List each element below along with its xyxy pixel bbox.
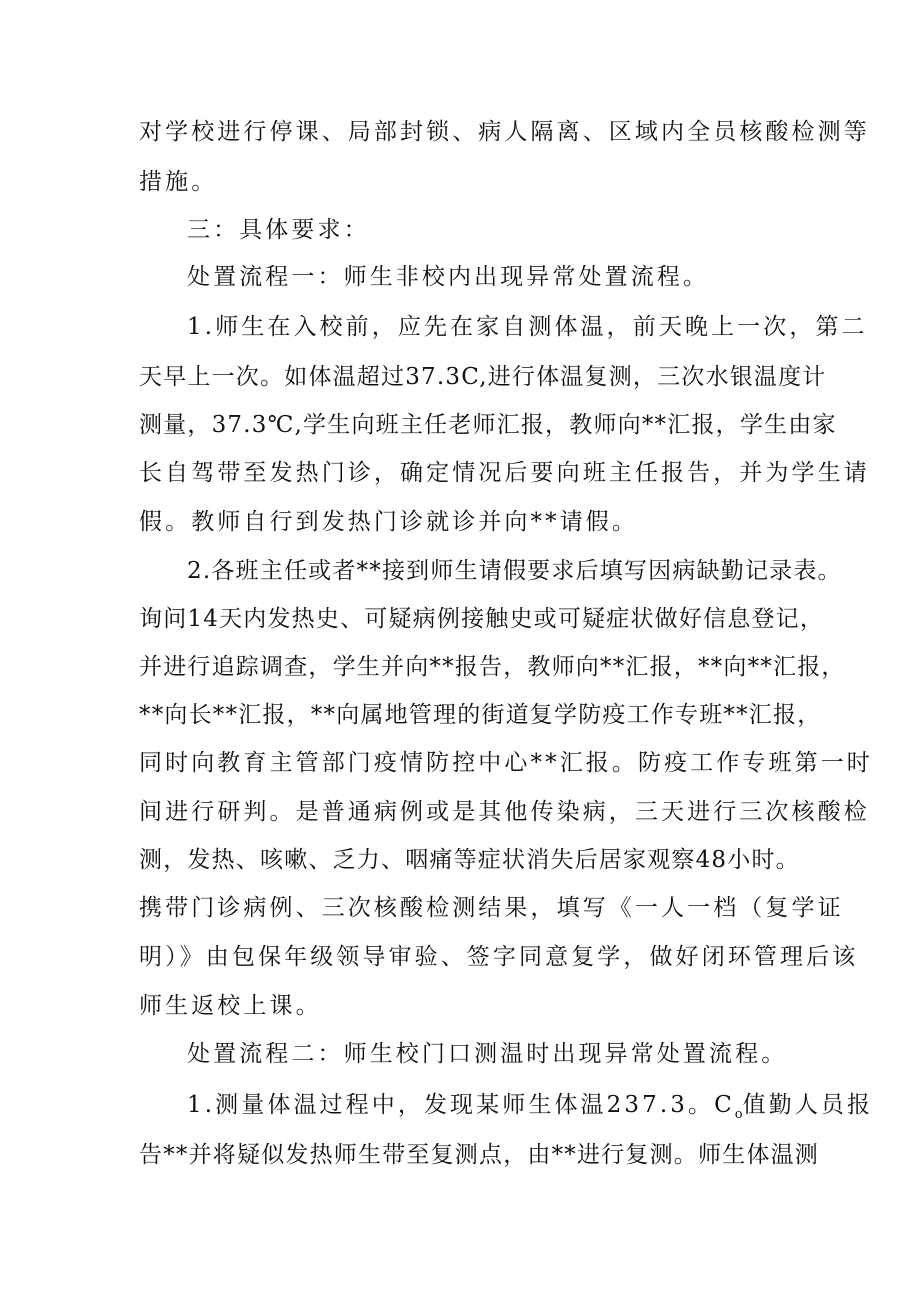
process-heading: 处置流程二：师生校门口测温时出现异常处置流程。 bbox=[187, 1041, 788, 1067]
paragraph-line: 师生返校上课。 bbox=[139, 993, 322, 1019]
paragraph-line: 明）》由包保年级领导审验、签字同意复学，做好闭环管理后该 bbox=[139, 944, 859, 970]
paragraph-line: 措施。 bbox=[139, 169, 218, 195]
paragraph-line: 间进行研判。是普通病例或是其他传染病，三天进行三次核酸检 bbox=[139, 799, 870, 825]
paragraph-line: 告**并将疑似发热师生带至复测点，由**进行复测。师生体温测 bbox=[139, 1142, 819, 1168]
paragraph-line: 并进行追踪调查，学生并向**报告，教师向**汇报，**向**汇报， bbox=[139, 654, 846, 680]
paragraph-line: 询问14天内发热史、可疑病例接触史或可疑症状做好信息登记， bbox=[139, 606, 825, 632]
paragraph-line: 2.各班主任或者**接到师生请假要求后填写因病缺勤记录表。 bbox=[187, 558, 842, 584]
paragraph-line: 测量，37.3℃,学生向班主任老师汇报，教师向**汇报，学生由家 bbox=[139, 412, 837, 438]
paragraph-line: **向长**汇报，**向属地管理的街道复学防疫工作专班**汇报， bbox=[139, 702, 822, 728]
paragraph-line: 同时向教育主管部门疫情防控中心**汇报。防疫工作专班第一时 bbox=[139, 750, 873, 776]
process-heading: 处置流程一：师生非校内出现异常处置流程。 bbox=[187, 264, 709, 290]
paragraph-line: 测，发热、咳嗽、乏力、咽痛等症状消失后居家观察48小时。 bbox=[139, 847, 800, 873]
line-text-part: 值勤人员报 bbox=[742, 1092, 874, 1118]
paragraph-line: 携带门诊病例、三次核酸检测结果，填写《一人一档（复学证 bbox=[139, 895, 844, 921]
section-heading: 三：具体要求： bbox=[187, 217, 370, 243]
line-text-part: 1.测量体温过程中，发现某师生体温237.3。C bbox=[187, 1092, 735, 1118]
paragraph-line: 长自驾带至发热门诊，确定情况后要向班主任报告，并为学生请 bbox=[139, 460, 870, 486]
paragraph-line: 假。教师自行到发热门诊就诊并向**请假。 bbox=[139, 509, 638, 535]
paragraph-line: 1.师生在入校前，应先在家自测体温，前天晚上一次，第二 bbox=[187, 314, 868, 340]
paragraph-line: 对学校进行停课、局部封锁、病人隔离、区域内全员核酸检测等 bbox=[139, 119, 870, 145]
paragraph-line: 天早上一次。如体温超过37.3C,进行体温复测，三次水银温度计 bbox=[139, 364, 827, 390]
subscript-text: o bbox=[734, 1107, 743, 1122]
paragraph-line bbox=[187, 1090, 873, 1130]
